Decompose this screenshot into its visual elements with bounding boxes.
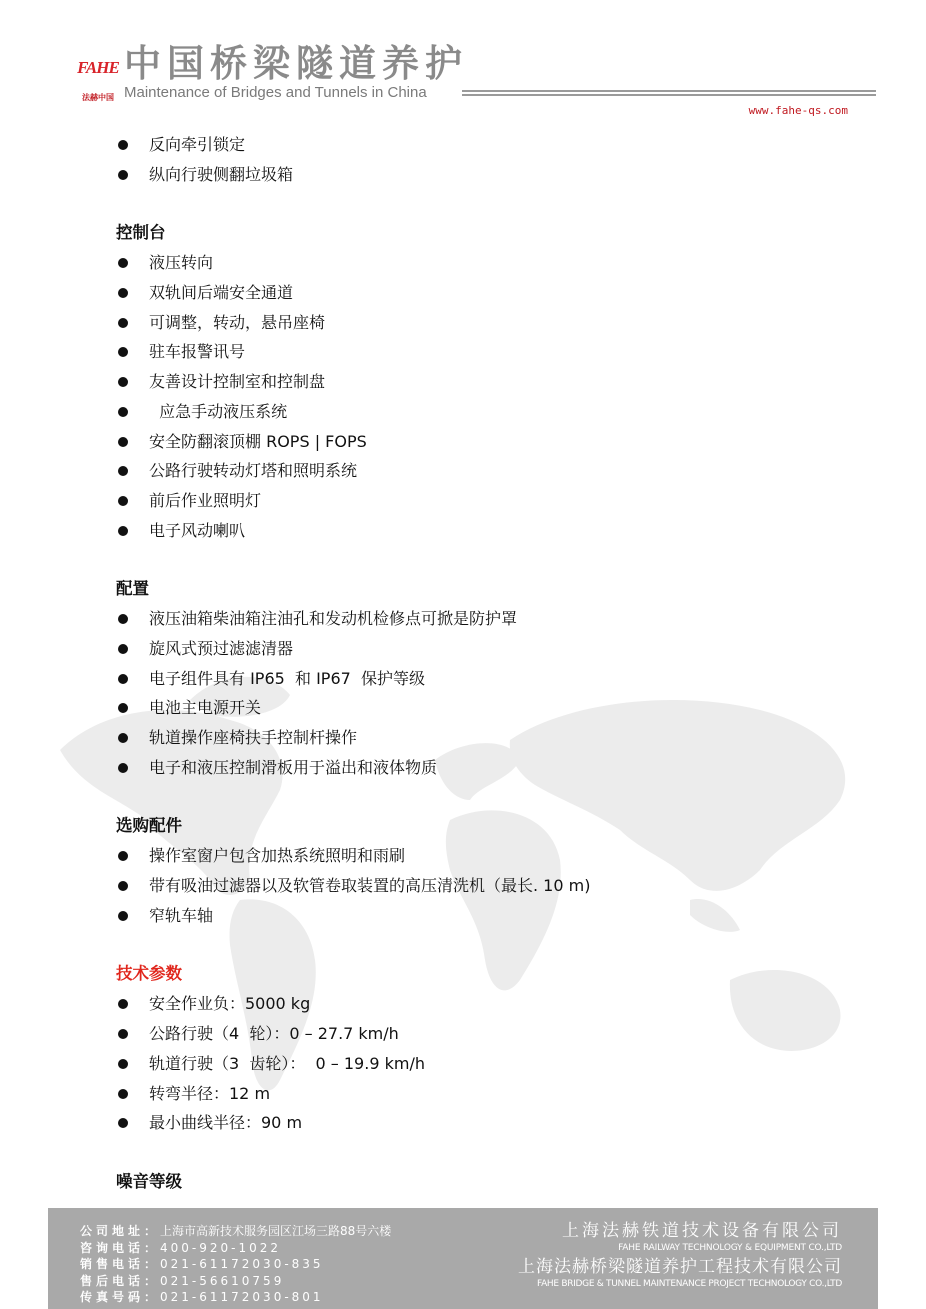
list-item: 反向牵引锁定 — [116, 130, 876, 160]
bullet-icon — [118, 496, 128, 506]
list-item: 电子和液压控制滑板用于溢出和液体物质 — [116, 753, 876, 783]
company2-cn: 上海法赫桥梁隧道养护工程技术有限公司 — [518, 1257, 842, 1277]
consult-label: 咨询电话： — [80, 1240, 161, 1255]
header-rule — [462, 90, 876, 98]
section-title-console: 控制台 — [116, 223, 166, 243]
bullet-icon — [118, 318, 128, 328]
aftersales-phone: 021-56610759 — [160, 1273, 285, 1288]
bullet-icon — [118, 851, 128, 861]
fax-number: 021-61172030-801 — [160, 1290, 324, 1305]
company1-cn: 上海法赫铁道技术设备有限公司 — [562, 1221, 842, 1241]
list-item: 电池主电源开关 — [116, 693, 876, 723]
list-item: 公路行驶（4 轮）：0 – 27.7 km/h — [116, 1019, 876, 1049]
bullet-icon — [118, 614, 128, 624]
section-title-config: 配置 — [116, 579, 149, 599]
console-list — [116, 248, 876, 545]
list-item: 电子风动喇叭 — [116, 516, 876, 546]
list-item: 驻车报警讯号 — [116, 337, 876, 367]
bullet-icon — [118, 703, 128, 713]
options-list — [116, 841, 876, 930]
specs-list — [116, 989, 876, 1137]
header-title: 中国桥梁隧道养护 — [124, 42, 468, 85]
section-title-specs: 技术参数 — [116, 964, 182, 984]
list-item: 轨道行驶（3 齿轮）： 0 – 19.9 km/h — [116, 1049, 876, 1079]
address-value: 上海市高新技术服务园区江场三路88号六楼 — [160, 1224, 392, 1238]
section-title-options: 选购配件 — [116, 816, 182, 836]
footer-contacts — [80, 1223, 391, 1306]
list-item: 窄轨车轴 — [116, 901, 876, 931]
bullet-icon — [118, 1029, 128, 1039]
list-item: 应急手动液压系统 — [116, 397, 876, 427]
bullet-icon — [118, 674, 128, 684]
logo-caption: 法赫中国 — [82, 93, 114, 102]
list-item: 旋风式预过滤滤清器 — [116, 634, 876, 664]
bullet-icon — [118, 881, 128, 891]
list-item: 纵向行驶侧翻垃圾箱 — [116, 160, 876, 190]
sales-phone: 021-61172030-835 — [160, 1257, 324, 1272]
bullet-icon — [118, 466, 128, 476]
page-footer — [48, 1208, 878, 1309]
company2-en: FAHE BRIDGE & TUNNEL MAINTENANCE PROJECT TECHNOLOGY CO.,LTD — [537, 1279, 842, 1289]
header-url: www.fahe-qs.com — [748, 104, 848, 117]
header-subtitle: Maintenance of Bridges and Tunnels in China — [124, 84, 427, 101]
bullet-icon — [118, 347, 128, 357]
bullet-icon — [118, 733, 128, 743]
bullet-icon — [118, 407, 128, 417]
bullet-icon — [118, 288, 128, 298]
list-item: 友善设计控制室和控制盘 — [116, 367, 876, 397]
fax-label: 传真号码： — [80, 1290, 161, 1305]
intro-list — [116, 130, 876, 189]
consult-phone: 400-920-1022 — [160, 1240, 282, 1255]
document-body — [116, 130, 876, 1197]
list-item: 前后作业照明灯 — [116, 486, 876, 516]
bullet-icon — [118, 437, 128, 447]
address-label: 公司地址： — [80, 1224, 161, 1238]
bullet-icon — [118, 763, 128, 773]
sales-label: 销售电话： — [80, 1257, 161, 1272]
bullet-icon — [118, 377, 128, 387]
bullet-icon — [118, 1089, 128, 1099]
bullet-icon — [118, 644, 128, 654]
list-item: 液压油箱柴油箱注油孔和发动机检修点可掀是防护罩 — [116, 604, 876, 634]
footer-companies — [518, 1220, 842, 1290]
list-item: 操作室窗户包含加热系统照明和雨刷 — [116, 841, 876, 871]
list-item: 安全防翻滚顶棚 ROPS | FOPS — [116, 427, 876, 457]
page-header — [76, 40, 886, 120]
bullet-icon — [118, 911, 128, 921]
bullet-icon — [118, 258, 128, 268]
bullet-icon — [118, 999, 128, 1009]
logo-fahe-text: FAHE — [77, 58, 119, 77]
company1-en: FAHE RAILWAY TECHNOLOGY & EQUIPMENT CO.,LTD — [618, 1243, 842, 1253]
list-item: 双轨间后端安全通道 — [116, 278, 876, 308]
list-item: 安全作业负：5000 kg — [116, 989, 876, 1019]
list-item: 最小曲线半径：90 m — [116, 1108, 876, 1138]
fahe-logo — [76, 42, 120, 104]
aftersales-label: 售后电话： — [80, 1273, 161, 1288]
bullet-icon — [118, 1118, 128, 1128]
config-list — [116, 604, 876, 782]
bullet-icon — [118, 140, 128, 150]
list-item: 公路行驶转动灯塔和照明系统 — [116, 456, 876, 486]
section-title-noise: 噪音等级 — [116, 1171, 182, 1191]
list-item: 转弯半径：12 m — [116, 1079, 876, 1109]
list-item: 可调整，转动，悬吊座椅 — [116, 308, 876, 338]
list-item: 轨道操作座椅扶手控制杆操作 — [116, 723, 876, 753]
bullet-icon — [118, 526, 128, 536]
bullet-icon — [118, 170, 128, 180]
list-item: 液压转向 — [116, 248, 876, 278]
bullet-icon — [118, 1059, 128, 1069]
list-item: 电子组件具有 IP65 和 IP67 保护等级 — [116, 664, 876, 694]
list-item: 带有吸油过滤器以及软管卷取装置的高压清洗机（最长. 10 m) — [116, 871, 876, 901]
